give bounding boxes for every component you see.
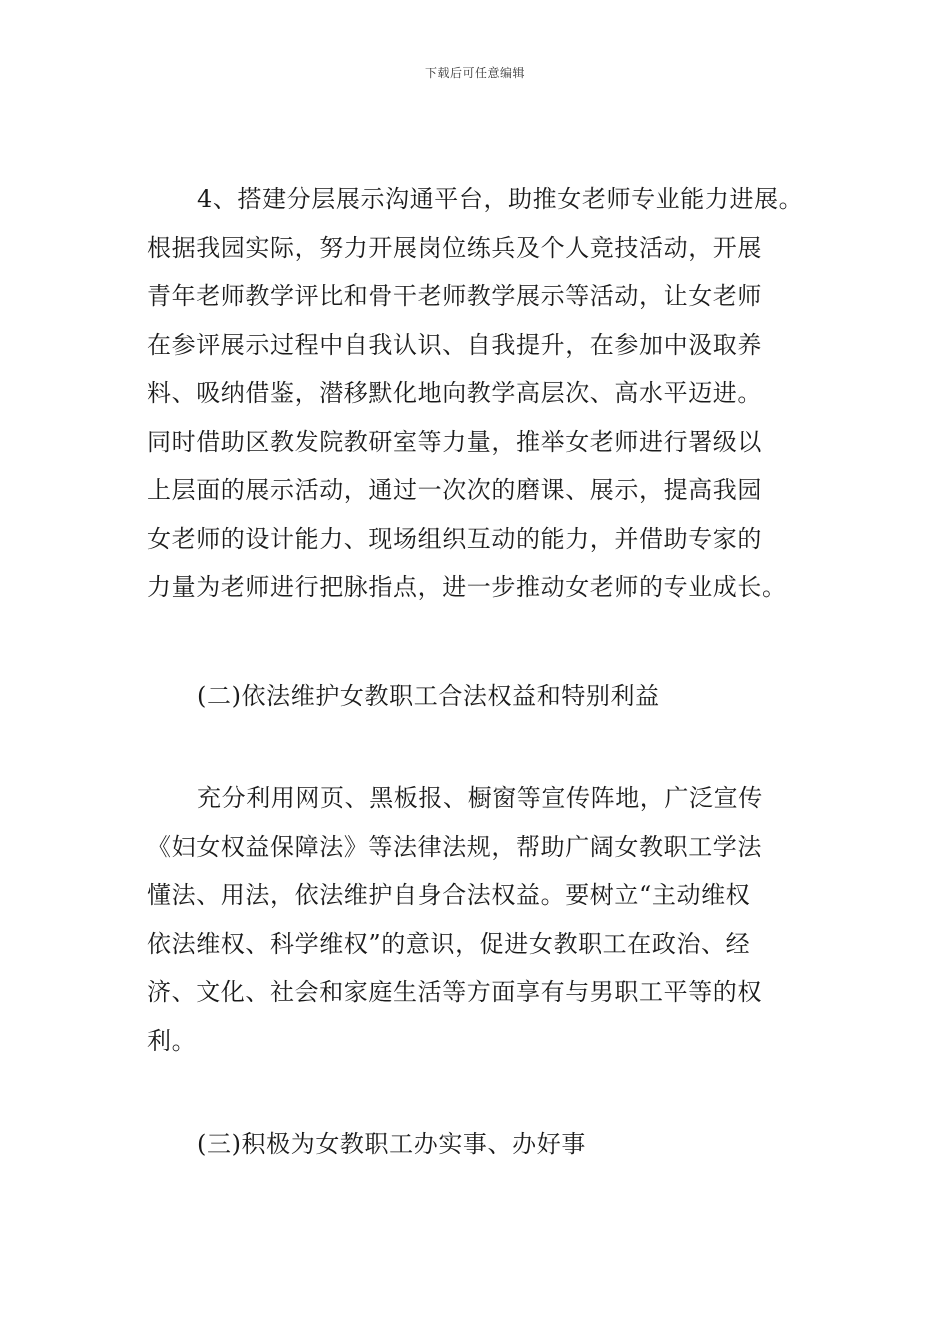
- paragraph-2: [147, 774, 817, 1065]
- paragraph-line: 在参评展示过程中自我认识、自我提升，在参加中汲取养: [147, 330, 762, 359]
- paragraph-line: 利。: [147, 1026, 197, 1055]
- paragraph-line: 女老师的设计能力、现场组织互动的能力，并借助专家的: [147, 524, 762, 553]
- paragraph-line: 同时借助区教发院教研室等力量，推举女老师进行署级以: [147, 427, 762, 456]
- paragraph-line: 青年老师教学评比和骨干老师教学展示等活动，让女老师: [147, 282, 762, 310]
- paragraph-line: 济、文化、社会和家庭生活等方面享有与男职工平等的权: [147, 978, 762, 1006]
- paragraph-line: 依法维权、科学维权”的意识，促进女教职工在政治、经: [147, 929, 751, 958]
- paragraph-line: 懂法、用法，依法维护自身合法权益。要树立“主动维权: [147, 881, 751, 909]
- paragraph-line: 料、吸纳借鉴，潜移默化地向教学高层次、高水平迈进。: [147, 379, 762, 407]
- page-header: 下载后可任意编辑: [424, 66, 525, 80]
- paragraph-1: [147, 175, 817, 612]
- paragraph-line: 根据我园实际，努力开展岗位练兵及个人竞技活动，开展: [147, 233, 762, 262]
- paragraph-line: 力量为老师进行把脉指点，进一步推动女老师的专业成长。: [147, 573, 787, 601]
- section-heading-text: (三)积极为女教职工办实事、办好事: [197, 1130, 586, 1158]
- section-heading-3: [147, 1120, 817, 1169]
- paragraph-line: 充分利用网页、黑板报、橱窗等宣传阵地，广泛宣传: [197, 784, 763, 812]
- section-heading-2: [147, 672, 817, 721]
- section-heading-text: (二)依法维护女教职工合法权益和特别利益: [197, 682, 660, 710]
- paragraph-line: 上层面的展示活动，通过一次次的磨课、展示，提高我园: [147, 476, 762, 504]
- paragraph-line: 《妇女权益保障法》等法律法规，帮助广阔女教职工学法: [147, 832, 762, 861]
- paragraph-line: 4、搭建分层展示沟通平台，助推女老师专业能力进展。: [197, 185, 804, 213]
